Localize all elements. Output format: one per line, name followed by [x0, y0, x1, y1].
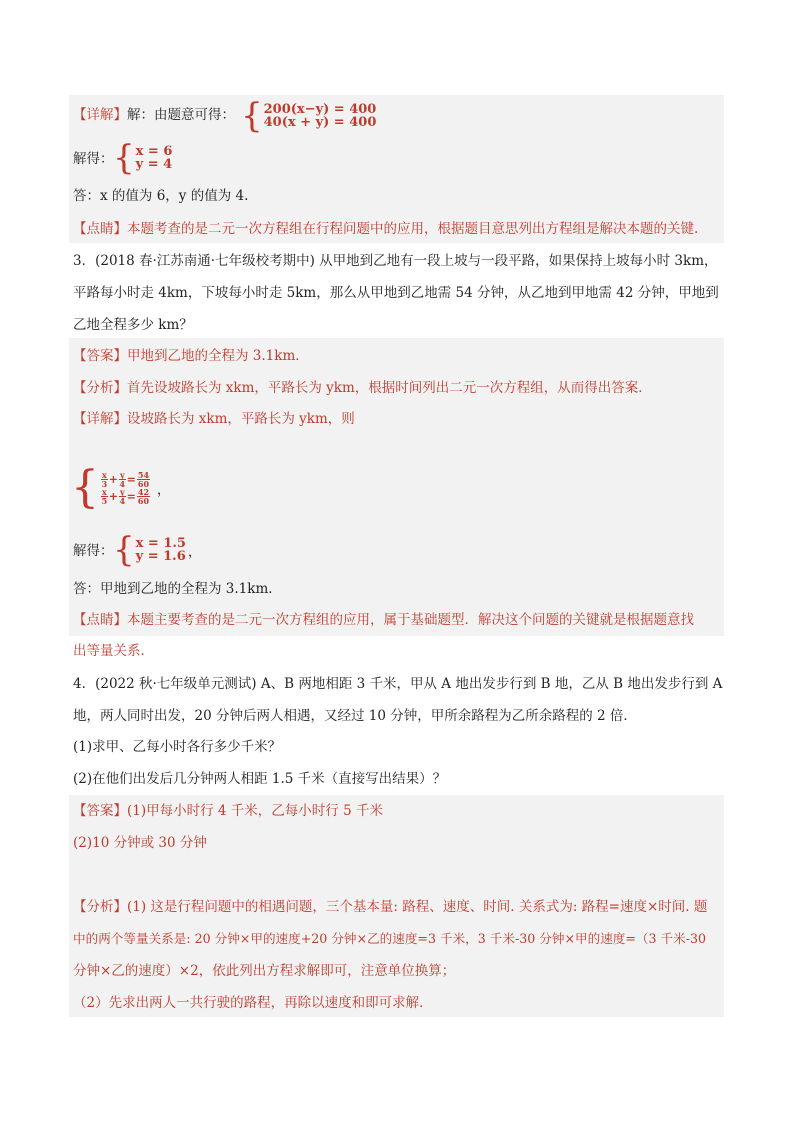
- answer-tag: 【答案】: [73, 803, 127, 819]
- q4-analysis-line-1: [73, 898, 707, 916]
- comment-text: 本题主要考查的是二元一次方程组的应用，属于基础题型．解决这个问题的关键就是根据题意找: [127, 612, 694, 628]
- solution-eq-1: x = 1.5: [135, 536, 186, 551]
- solution-eq-2: y = 4: [135, 157, 173, 172]
- system-eq-1: 200(x−y) = 400: [263, 102, 377, 117]
- comment-tag: 【点睛】: [73, 612, 127, 628]
- q2-comment: [73, 220, 698, 238]
- q2-solution-system: [113, 138, 173, 178]
- answer-text-1: (1)甲每小时行 4 千米，乙每小时行 5 千米: [127, 803, 383, 819]
- fraction-eq-2: $\frac{x}{5}$ + $\frac{y}{4}$ = $\frac{42}{60}$: [101, 487, 150, 506]
- q2-detail-line: [73, 106, 235, 124]
- system-brace: {: [241, 96, 263, 136]
- q4-analysis-line-2: 中的两个等量关系是: 20 分钟×甲的速度+20 分钟×乙的速度=3 千米，3 千米-30 分钟×甲的速度=（3 千米-30: [73, 931, 707, 946]
- q3-comment-line-2: 出等量关系．: [73, 643, 154, 659]
- detail-tag: 【详解】: [73, 107, 127, 123]
- answer-text: 甲地到乙地的全程为 3.1km．: [127, 348, 309, 364]
- analysis-tag: 【分析】: [73, 899, 127, 915]
- q3-comment-line-1: [73, 611, 694, 629]
- q3-equation-system: [71, 462, 171, 513]
- detail-text: 设坡路长为 xkm，平路长为 ykm，则: [127, 411, 355, 427]
- detail-tag: 【详解】: [73, 411, 127, 427]
- q3-question-line-1: 3．(2018 春·江苏南通·七年级校考期中) 从甲地到乙地有一段上坡与一段平路，如果保持上坡每小时 3km，: [73, 253, 718, 269]
- fraction-eq-1: $\frac{x}{3}$ + $\frac{y}{4}$ = $\frac{54}{60}$: [101, 470, 150, 489]
- analysis-text: 首先设坡路长为 xkm，平路长为 ykm，根据时间列出二元一次方程组，从而得出答案．: [127, 380, 652, 396]
- q3-solution-system: [113, 530, 201, 570]
- system-brace: {: [71, 462, 99, 513]
- comment-text: 本题考查的是二元一次方程组在行程问题中的应用，根据题目意思列出方程组是解决本题的关键.: [127, 221, 699, 237]
- q2-equation-system: [241, 96, 377, 136]
- detail-text: 解：由题意可得：: [127, 107, 235, 123]
- solution-eq-1: x = 6: [135, 144, 173, 159]
- q2-solve-line: [73, 150, 114, 168]
- q3-detail: [73, 410, 355, 428]
- q3-analysis: [73, 379, 652, 397]
- q3-final-answer: 答：甲地到乙地的全程为 3.1km．: [73, 581, 282, 597]
- q3-question-line-2: 平路每小时走 4km，下坡每小时走 5km，那么从甲地到乙地需 54 分钟，从乙地到甲地需 42 分钟，甲地到: [73, 285, 719, 301]
- solve-label: 解得：: [73, 543, 114, 559]
- system-brace: {: [113, 138, 135, 178]
- q4-sub-question-2: (2)在他们出发后几分钟两人相距 1.5 千米（直接写出结果）？: [73, 771, 447, 787]
- q4-analysis-line-4: （2）先求出两人一共行驶的路程，再除以速度和即可求解．: [73, 995, 433, 1011]
- system-trailing-comma: ，: [157, 482, 171, 498]
- system-brace: {: [113, 530, 135, 570]
- solve-label: 解得：: [73, 151, 114, 167]
- q2-answer: 答：x 的值为 6，y 的值为 4.: [73, 188, 249, 204]
- q4-answer-2: (2)10 分钟或 30 分钟: [73, 835, 207, 851]
- analysis-text-1: (1) 这是行程问题中的相遇问题，三个基本量: 路程、速度、时间. 关系式为: 路程=速度×时间. 题: [127, 899, 708, 915]
- system-eq-2: 40(x + y) = 400: [263, 115, 377, 130]
- analysis-tag: 【分析】: [73, 380, 127, 396]
- q4-sub-question-1: (1)求甲、乙每小时各行多少千米？: [73, 739, 282, 755]
- comment-tag: 【点睛】: [73, 221, 127, 237]
- q4-answer-1: [73, 802, 383, 820]
- answer-tag: 【答案】: [73, 348, 127, 364]
- solution-eq-2: y = 1.6: [135, 549, 186, 564]
- q3-solve-line: [73, 542, 114, 560]
- q3-question-line-3: 乙地全程多少 km？: [73, 317, 193, 333]
- q4-question-line-2: 地，两人同时出发，20 分钟后两人相遇，又经过 10 分钟，甲所余路程为乙所余路程的 2 倍．: [73, 708, 637, 724]
- q3-answer: [73, 347, 309, 365]
- q4-analysis-line-3: 分钟×乙的速度）×2，依此列出方程求解即可，注意单位换算；: [73, 963, 456, 979]
- solution-trailing-comma: ，: [187, 544, 201, 560]
- q4-question-line-1: 4．(2022 秋·七年级单元测试) A、B 两地相距 3 千米，甲从 A 地出发步行到 B 地，乙从 B 地出发步行到 A: [73, 676, 723, 692]
